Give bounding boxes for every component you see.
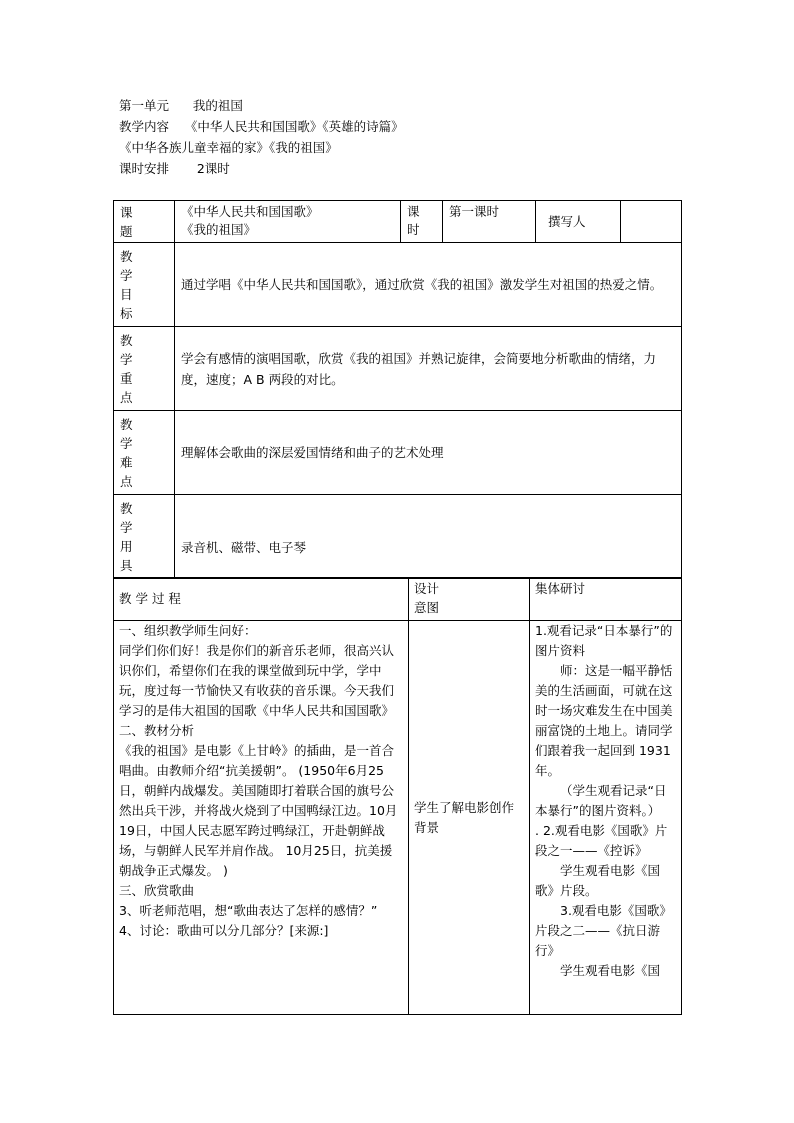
period-label: 课 时 <box>401 201 443 243</box>
key-point-row <box>114 327 682 411</box>
discussion-paragraph: 1.观看记录“日本暴行”的图片资料 <box>535 623 673 658</box>
difficulty-text: 理解体会歌曲的深层爱国情绪和曲子的艺术处理 <box>175 411 682 495</box>
process-body-row <box>114 621 682 1015</box>
author-label: 撰写人 <box>536 201 621 243</box>
process-paragraph: 二、教材分析 <box>119 723 195 738</box>
process-header: 教 学 过 程 <box>114 578 409 621</box>
objective-label: 教 学 目 标 <box>114 243 175 327</box>
discussion-paragraph: 师：这是一幅平静恬美的生活画面，可就在这时一场灾难发生在中国美丽富饶的土地上。请同学们跟着我一起回到 1931年。 <box>535 663 673 778</box>
process-header-row <box>114 578 682 621</box>
intent-header: 设计 意图 <box>409 578 530 621</box>
process-paragraph: 三、欣赏歌曲 <box>119 883 195 898</box>
tools-label: 教 学 用 具 <box>114 495 175 579</box>
process-paragraph: 《我的祖国》是电影《上甘岭》的插曲，是一首合唱曲。由教师介绍“抗美援朝”。 (1950年6月25日，朝鲜内战爆发。美国随即打着联合国的旗号公然出兵干涉，并将战火烧到了中国鸭绿江边。10月19日，中国人民志愿军跨过鸭绿江，开赴朝鲜战场，与朝鲜人民军并肩作战。 10月25日，抗美援朝战争正式爆发。 ) <box>119 743 398 878</box>
difficulty-label: 教 学 难 点 <box>114 411 175 495</box>
process-content <box>114 621 409 1015</box>
tools-row <box>114 495 682 579</box>
discussion-paragraph: 3.观看电影《国歌》片段之二——《抗日游行》 <box>535 903 672 958</box>
unit-title: 第一单元 我的祖国 <box>119 98 243 113</box>
key-point-label: 教 学 重 点 <box>114 327 175 411</box>
teaching-content-line1: 教学内容 《中华人民共和国国歌》《英雄的诗篇》 <box>119 119 404 134</box>
key-point-text: 学会有感情的演唱国歌，欣赏《我的祖国》并熟记旋律，会简要地分析歌曲的情绪，力度，速度；A B 两段的对比。 <box>175 327 682 411</box>
process-table <box>113 577 682 1015</box>
schedule-line: 课时安排 2课时 <box>119 161 230 176</box>
process-paragraph: 同学们你们好！我是你们的新音乐老师，很高兴认识你们，希望你们在我的课堂做到玩中学，学中玩，度过每一节愉快又有收获的音乐课。今天我们学习的是伟大祖国的国歌《中华人民共和国国歌》 <box>119 643 395 718</box>
discussion-paragraph: 学生观看电影《国歌》片段。 <box>535 863 661 898</box>
intent-content: 学生了解电影创作背景 <box>409 621 530 1015</box>
teaching-content-line2: 《中华各族儿童幸福的家》《我的祖国》 <box>119 140 338 155</box>
difficulty-row <box>114 411 682 495</box>
discussion-paragraph: 学生观看电影《国 <box>560 963 661 978</box>
topic-label: 课 题 <box>114 201 175 243</box>
discussion-paragraph: （学生观看记录“日本暴行”的图片资料。） <box>535 783 667 818</box>
discussion-header: 集体研讨 <box>530 578 682 621</box>
objective-text: 通过学唱《中华人民共和国国歌》，通过欣赏《我的祖国》激发学生对祖国的热爱之情。 <box>175 243 682 327</box>
tools-text: 录音机、磁带、电子琴 <box>175 495 682 579</box>
process-paragraph: 3、听老师范唱，想“歌曲表达了怎样的感情？” <box>119 903 378 918</box>
objective-row <box>114 243 682 327</box>
topic-value: 《中华人民共和国国歌》 《我的祖国》 <box>175 201 401 243</box>
discussion-content <box>530 621 682 1015</box>
author-value[interactable] <box>621 201 682 243</box>
process-paragraph: 一、组织教学师生问好： <box>119 623 257 638</box>
discussion-paragraph: . 2.观看电影《国歌》片段之一——《控诉》 <box>535 823 668 858</box>
topic-row <box>114 201 682 243</box>
process-paragraph: 4、讨论：歌曲可以分几部分？[来源:] <box>119 923 329 938</box>
period-value: 第一课时 <box>443 201 536 243</box>
info-table <box>113 200 682 579</box>
